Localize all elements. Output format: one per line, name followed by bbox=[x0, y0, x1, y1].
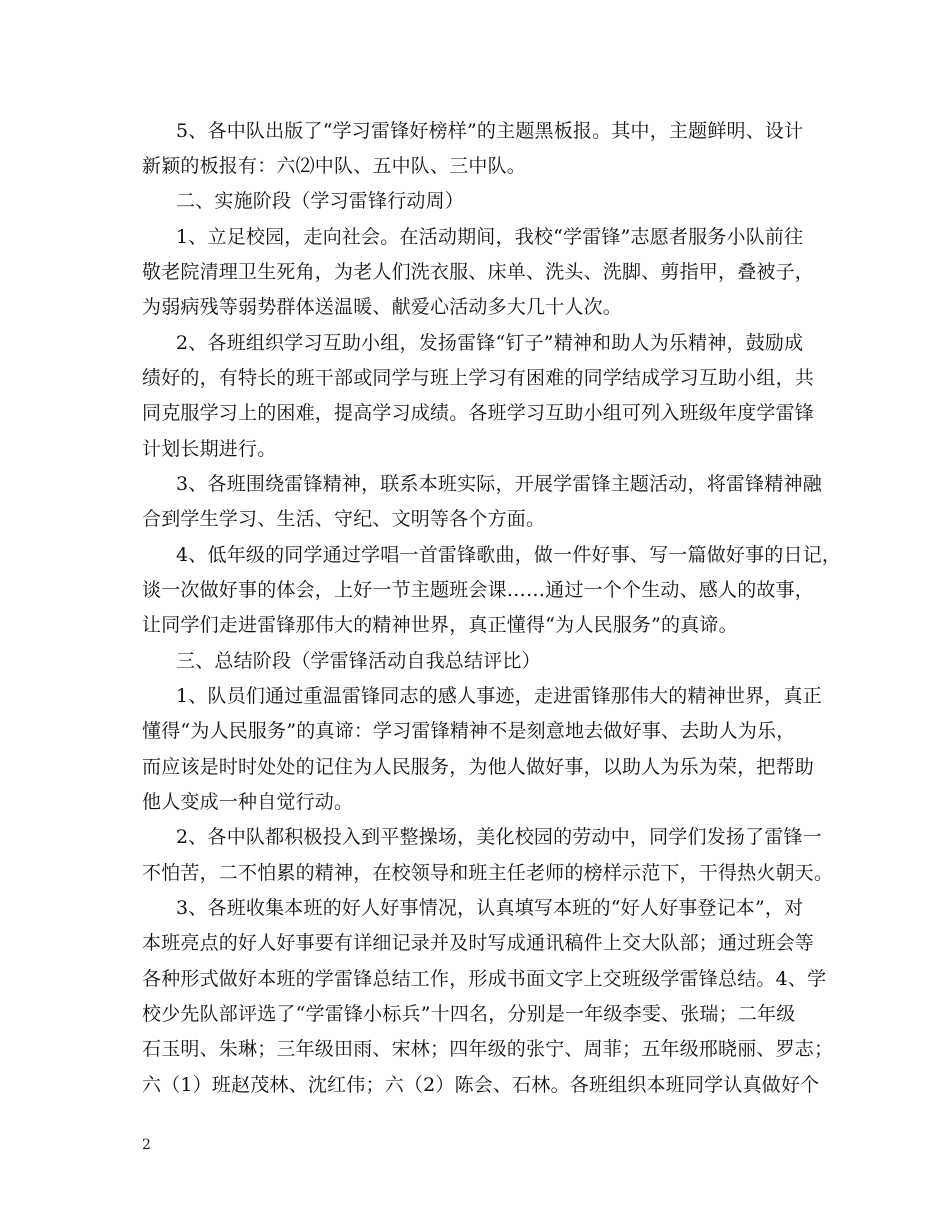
text-line-content: 三、总结阶段（学雷锋活动自我总结评比） bbox=[176, 650, 541, 672]
text-line-content: 懂得“为人民服务”的真谛：学习雷锋精神不是刻意地去做好事、去助人为乐， bbox=[142, 720, 796, 742]
text-line-content: 计划长期进行。 bbox=[142, 438, 277, 460]
text-line-content: 谈一次做好事的体会，上好一节主题班会课……通过一个个生动、感人的故事， bbox=[142, 579, 815, 601]
text-line-content: 让同学们走进雷锋那伟大的精神世界，真正懂得“为人民服务”的真谛。 bbox=[142, 614, 738, 636]
text-line bbox=[0, 646, 950, 676]
text-line bbox=[0, 893, 950, 923]
text-line-content: 不怕苦，二不怕累的精神，在校领导和班主任老师的榜样示范下，干得热火朝天。 bbox=[142, 862, 834, 884]
text-line-content: 3、各班收集本班的好人好事情况，认真填写本班的“好人好事登记本”，对 bbox=[176, 897, 804, 919]
text-line bbox=[0, 363, 950, 393]
text-line-content: 2、各中队都积极投入到平整操场，美化校园的劳动中，同学们发扬了雷锋一 bbox=[176, 826, 822, 848]
text-line bbox=[0, 222, 950, 252]
text-line bbox=[0, 186, 950, 216]
text-line-content: 绩好的，有特长的班干部或同学与班上学习有困难的同学结成学习互助小组，共 bbox=[142, 367, 815, 389]
text-line bbox=[0, 398, 950, 428]
text-line-content: 1、立足校园，走向社会。在活动期间，我校“学雷锋”志愿者服务小队前往 bbox=[176, 226, 804, 248]
text-line bbox=[0, 257, 950, 287]
text-line bbox=[0, 1070, 950, 1100]
text-line-content: 2、各班组织学习互助小组，发扬雷锋“钉子”精神和助人为乐精神，鼓励成 bbox=[176, 332, 804, 354]
text-line-content: 二、实施阶段（学习雷锋行动周） bbox=[176, 190, 465, 212]
text-line bbox=[0, 787, 950, 817]
text-line-content: 同克服学习上的困难，提高学习成绩。各班学习互助小组可列入班级年度学雷锋 bbox=[142, 402, 815, 424]
text-line bbox=[0, 964, 950, 994]
text-line-content: 5、各中队出版了“学习雷锋好榜样”的主题黑板报。其中，主题鲜明、设计 bbox=[176, 120, 804, 142]
text-line-content: 六（1）班赵茂林、沈红伟；六（2）陈会、石林。各班组织本班同学认真做好个 bbox=[142, 1074, 820, 1096]
text-line bbox=[0, 822, 950, 852]
text-line-content: 石玉明、朱琳；三年级田雨、宋林；四年级的张宁、周菲；五年级邢晓丽、罗志； bbox=[142, 1038, 834, 1060]
text-line bbox=[0, 752, 950, 782]
text-line-content: 4、低年级的同学通过学唱一首雷锋歌曲，做一件好事、写一篇做好事的日记， bbox=[176, 544, 842, 566]
text-line-content: 校少先队部评选了“学雷锋小标兵”十四名，分别是一年级李雯、张瑞；二年级 bbox=[142, 1003, 796, 1025]
text-line bbox=[0, 610, 950, 640]
text-line bbox=[0, 1034, 950, 1064]
text-line-content: 各种形式做好本班的学雷锋总结工作，形成书面文字上交班级学雷锋总结。4、学 bbox=[142, 968, 827, 990]
text-line bbox=[0, 999, 950, 1029]
text-line bbox=[0, 716, 950, 746]
text-line-content: 合到学生学习、生活、守纪、文明等各个方面。 bbox=[142, 508, 546, 530]
text-line-content: 而应该是时时处处的记住为人民服务，为他人做好事，以助人为乐为荣，把帮助 bbox=[142, 756, 815, 778]
text-line-content: 3、各班围绕雷锋精神，联系本班实际，开展学雷锋主题活动，将雷锋精神融 bbox=[176, 473, 822, 495]
text-line bbox=[0, 575, 950, 605]
text-line-content: 新颖的板报有：六⑵中队、五中队、三中队。 bbox=[142, 155, 527, 177]
text-line bbox=[0, 328, 950, 358]
text-line bbox=[0, 504, 950, 534]
text-line-content: 他人变成一种自觉行动。 bbox=[142, 791, 354, 813]
text-line bbox=[0, 681, 950, 711]
text-line bbox=[0, 928, 950, 958]
text-line bbox=[0, 469, 950, 499]
text-line bbox=[0, 151, 950, 181]
page-number: 2 bbox=[142, 1137, 151, 1153]
text-line-content: 为弱病残等弱势群体送温暖、献爱心活动多大几十人次。 bbox=[142, 296, 623, 318]
text-line bbox=[0, 858, 950, 888]
text-line-content: 本班亮点的好人好事要有详细记录并及时写成通讯稿件上交大队部；通过班会等 bbox=[142, 932, 815, 954]
text-line bbox=[0, 292, 950, 322]
text-line-content: 敬老院清理卫生死角，为老人们洗衣服、床单、洗头、洗脚、剪指甲，叠被子， bbox=[142, 261, 815, 283]
text-line bbox=[0, 540, 950, 570]
text-line-content: 1、队员们通过重温雷锋同志的感人事迹，走进雷锋那伟大的精神世界，真正 bbox=[176, 685, 822, 707]
text-line bbox=[0, 116, 950, 146]
text-line bbox=[0, 434, 950, 464]
